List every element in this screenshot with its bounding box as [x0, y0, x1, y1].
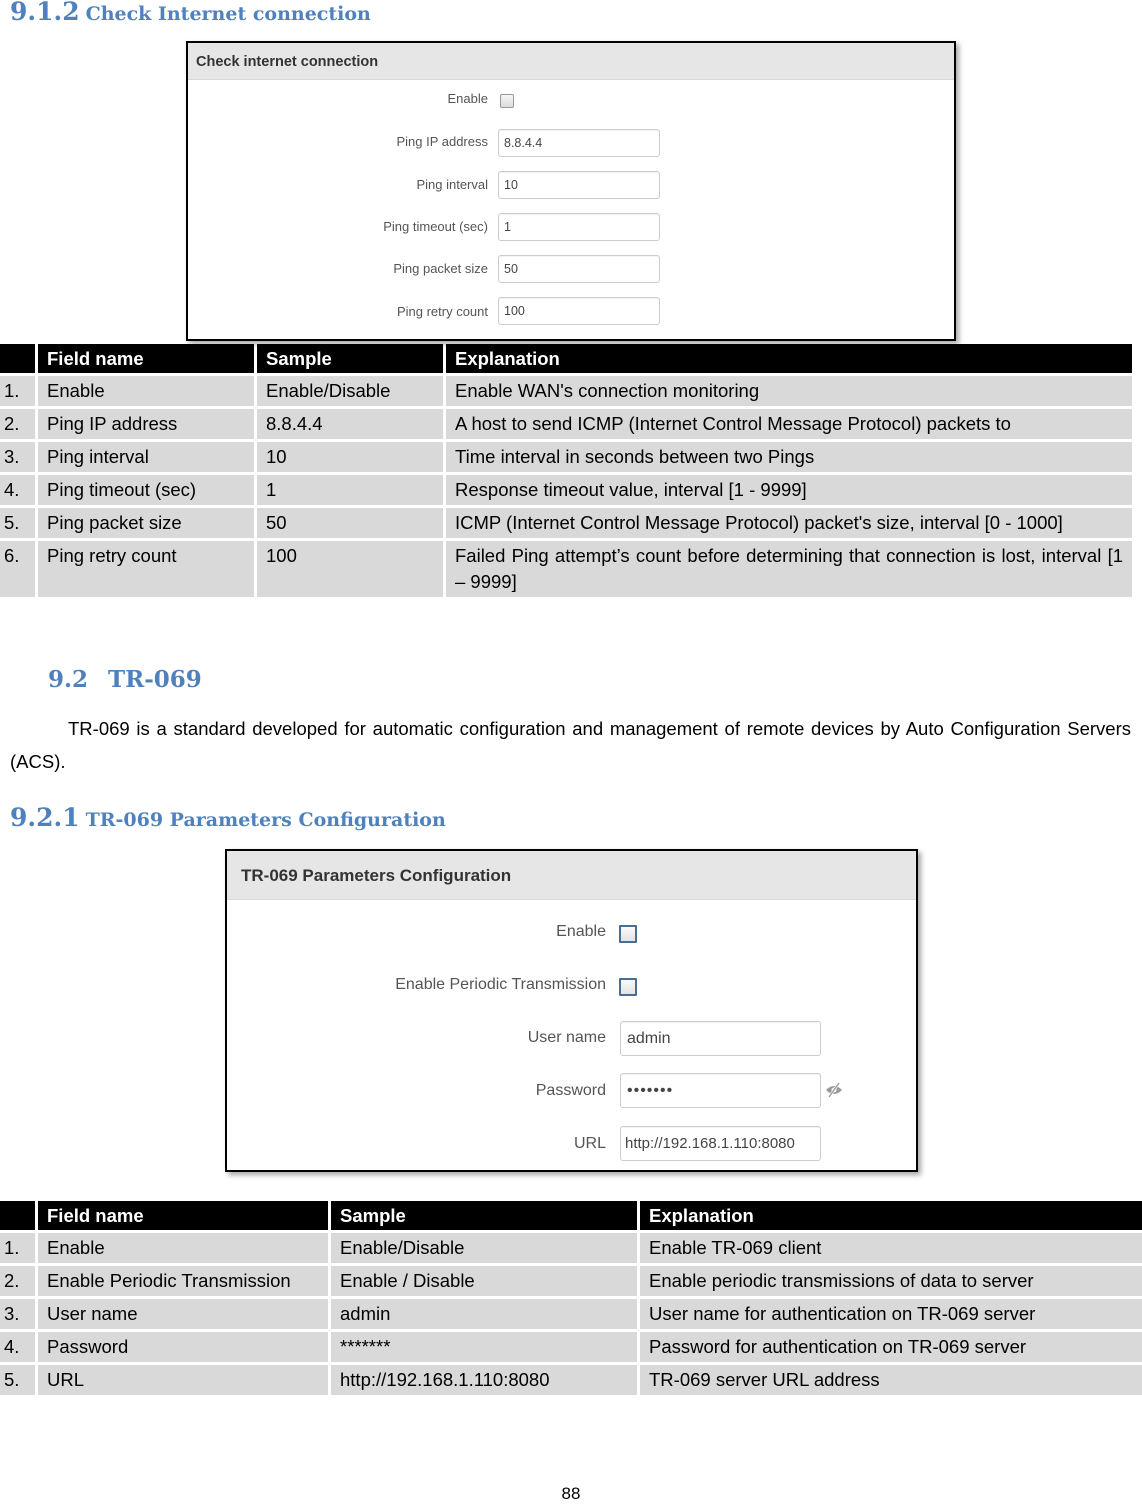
enable-label: Enable	[556, 923, 606, 940]
row-number: 3.	[0, 442, 35, 472]
enable-checkbox[interactable]	[500, 94, 514, 108]
row-sample: Enable/Disable	[257, 376, 443, 406]
row-field: URL	[38, 1365, 328, 1395]
ping-ip-input[interactable]: 8.8.4.4	[498, 129, 660, 157]
check-internet-table	[0, 341, 1135, 600]
row-explanation: Time interval in seconds between two Pings	[446, 442, 1132, 472]
table-header-field: Field name	[38, 344, 254, 373]
section-number: 9.2.1	[10, 803, 80, 832]
row-explanation: A host to send ICMP (Internet Control Message Protocol) packets to	[446, 409, 1132, 439]
section-number: 9.1.2	[10, 0, 80, 26]
panel-header: Check internet connection	[188, 43, 954, 80]
url-label: URL	[573, 1135, 606, 1152]
row-explanation: Enable periodic transmissions of data to server	[640, 1266, 1142, 1296]
table-row	[0, 409, 1132, 439]
tr069-table	[0, 1198, 1142, 1398]
row-field: Ping retry count	[38, 541, 254, 597]
row-explanation: Enable TR-069 client	[640, 1233, 1142, 1263]
row-number: 5.	[0, 508, 35, 538]
ping-timeout-label: Ping timeout (sec)	[383, 219, 488, 234]
row-number: 4.	[0, 1332, 35, 1362]
enable-checkbox[interactable]	[619, 925, 637, 943]
password-input[interactable]: •••••••	[620, 1073, 821, 1108]
row-number: 1.	[0, 1233, 35, 1263]
section-heading-9-2-1	[10, 803, 446, 832]
ping-packet-size-label: Ping packet size	[393, 261, 488, 276]
ping-ip-label: Ping IP address	[396, 134, 488, 149]
ping-packet-size-input[interactable]: 50	[498, 255, 660, 283]
password-label: Password	[535, 1082, 606, 1099]
table-row	[0, 1299, 1142, 1329]
table-header-explanation: Explanation	[640, 1201, 1142, 1230]
section-title: TR-069	[108, 666, 202, 693]
row-sample: 8.8.4.4	[257, 409, 443, 439]
row-explanation: Failed Ping attempt’s count before determining that connection is lost, interval [1 – 9999]	[446, 541, 1132, 597]
row-sample: Enable / Disable	[331, 1266, 637, 1296]
row-explanation: Response timeout value, interval [1 - 9999]	[446, 475, 1132, 505]
row-sample: 10	[257, 442, 443, 472]
table-header-num	[0, 344, 35, 373]
table-header-row	[0, 1201, 1142, 1230]
periodic-transmission-label: Enable Periodic Transmission	[395, 976, 606, 993]
row-sample: http://192.168.1.110:8080	[331, 1365, 637, 1395]
row-number: 4.	[0, 475, 35, 505]
table-row	[0, 475, 1132, 505]
table-row	[0, 376, 1132, 406]
table-row	[0, 1266, 1142, 1296]
ping-retry-count-label: Ping retry count	[396, 304, 488, 319]
section-title: Check Internet connection	[85, 3, 371, 25]
row-number: 2.	[0, 1266, 35, 1296]
row-explanation: ICMP (Internet Control Message Protocol) packet's size, interval [0 - 1000]	[446, 508, 1132, 538]
row-number: 3.	[0, 1299, 35, 1329]
table-row	[0, 1233, 1142, 1263]
page-number: 88	[561, 1484, 581, 1503]
tr069-panel	[225, 849, 918, 1172]
ping-retry-count-input[interactable]: 100	[498, 297, 660, 325]
panel-header: TR-069 Parameters Configuration	[227, 851, 916, 900]
username-input[interactable]: admin	[620, 1021, 821, 1056]
username-label: User name	[527, 1029, 606, 1046]
row-field: Enable	[38, 1233, 328, 1263]
row-number: 5.	[0, 1365, 35, 1395]
table-row	[0, 442, 1132, 472]
row-explanation: Password for authentication on TR-069 server	[640, 1332, 1142, 1362]
table-header-sample: Sample	[331, 1201, 637, 1230]
section-heading-9-1-2	[10, 0, 371, 26]
row-number: 6.	[0, 541, 35, 597]
row-field: User name	[38, 1299, 328, 1329]
row-sample: admin	[331, 1299, 637, 1329]
row-field: Enable Periodic Transmission	[38, 1266, 328, 1296]
url-input[interactable]: http://192.168.1.110:8080	[620, 1126, 821, 1161]
table-row	[0, 1365, 1142, 1395]
check-internet-panel	[186, 41, 956, 341]
table-header-field: Field name	[38, 1201, 328, 1230]
row-number: 2.	[0, 409, 35, 439]
row-field: Ping interval	[38, 442, 254, 472]
row-explanation: TR-069 server URL address	[640, 1365, 1142, 1395]
table-header-sample: Sample	[257, 344, 443, 373]
row-sample: 50	[257, 508, 443, 538]
row-sample: *******	[331, 1332, 637, 1362]
section-title: TR-069 Parameters Configuration	[85, 809, 446, 831]
row-number: 1.	[0, 376, 35, 406]
table-row	[0, 1332, 1142, 1362]
ping-timeout-input[interactable]: 1	[498, 213, 660, 241]
section-heading-9-2	[48, 666, 202, 693]
ping-interval-input[interactable]: 10	[498, 171, 660, 199]
row-field: Password	[38, 1332, 328, 1362]
row-field: Ping timeout (sec)	[38, 475, 254, 505]
section-number: 9.2	[48, 666, 89, 693]
row-field: Ping packet size	[38, 508, 254, 538]
row-sample: 100	[257, 541, 443, 597]
table-row	[0, 508, 1132, 538]
periodic-transmission-checkbox[interactable]	[619, 978, 637, 996]
table-row	[0, 541, 1132, 597]
row-explanation: Enable WAN's connection monitoring	[446, 376, 1132, 406]
row-explanation: User name for authentication on TR-069 server	[640, 1299, 1142, 1329]
row-sample: 1	[257, 475, 443, 505]
table-header-num	[0, 1201, 35, 1230]
row-field: Enable	[38, 376, 254, 406]
eye-slash-icon[interactable]	[825, 1082, 843, 1098]
intro-paragraph: TR-069 is a standard developed for automatic configuration and management of remote devices by Auto Configuration Servers (ACS).	[10, 718, 1131, 772]
row-field: Ping IP address	[38, 409, 254, 439]
table-header-explanation: Explanation	[446, 344, 1132, 373]
table-header-row	[0, 344, 1132, 373]
row-sample: Enable/Disable	[331, 1233, 637, 1263]
enable-label: Enable	[447, 91, 488, 106]
ping-interval-label: Ping interval	[416, 177, 488, 192]
